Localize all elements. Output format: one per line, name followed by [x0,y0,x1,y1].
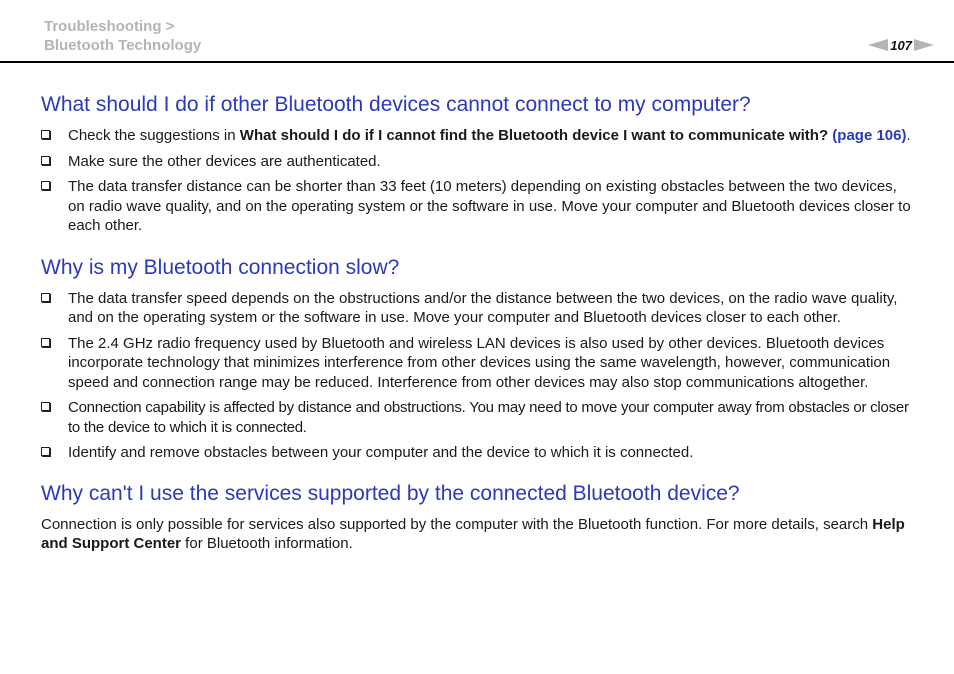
next-page-arrow-icon[interactable] [914,39,934,51]
page-navigator [868,37,934,53]
section-heading-services-unsupported: Why can't I use the services supported by the connected Bluetooth device? [41,481,740,505]
section-heading-devices-cannot-connect: What should I do if other Bluetooth devices cannot connect to my computer? [41,93,751,116]
checklist-devices-cannot-connect [41,126,916,236]
checkbox-bullet-icon [41,402,50,411]
list-item [41,289,916,328]
help-and-support-center-reference: Help and Support Center [41,515,905,552]
checkbox-bullet-icon [41,338,50,347]
checkbox-bullet-icon [41,181,50,190]
main-content [41,92,916,554]
list-item-bold-reference: What should I do if I cannot find the Bluetooth device I want to communicate with? [239,127,829,144]
section-paragraph [41,515,916,554]
list-item [41,334,916,393]
page-header [0,0,954,64]
checkbox-bullet-icon [41,447,50,456]
list-item-text: Make sure the other devices are authenticated. [68,152,381,170]
list-item-text: Identify and remove obstacles between your computer and the device to which it is connected. [68,444,694,461]
list-item [41,177,916,236]
paragraph-text: Connection is only possible for services also supported by the computer with the Bluetooth function. For more details, search [41,515,873,533]
checkbox-bullet-icon [41,130,50,139]
list-item [41,152,916,172]
breadcrumb [44,17,201,55]
paragraph-text: for Bluetooth information. [181,535,353,552]
previous-page-arrow-icon[interactable] [868,39,888,51]
list-item-text: Check the suggestions in [68,127,240,144]
section-heading-connection-slow: Why is my Bluetooth connection slow? [41,255,400,279]
checkbox-bullet-icon [41,156,50,165]
breadcrumb-current: Bluetooth Technology [44,37,202,54]
list-item-text: The 2.4 GHz radio frequency used by Bluetooth and wireless LAN devices is also used by other devices. Bluetooth devices incorporate technology that minimizes interference from other devices using the same wavelength, however, communication speed and connection range may be reduced. Interference from other devices may also stop communications altogether. [68,334,891,391]
list-item-text: . [906,127,911,144]
page-number: 107 [890,37,912,53]
list-item [41,443,916,463]
checklist-connection-slow [41,289,916,463]
header-divider [0,61,954,63]
list-item [41,126,916,146]
list-item [41,398,916,437]
page-reference-link[interactable]: (page 106) [832,127,907,144]
checkbox-bullet-icon [41,293,50,302]
breadcrumb-parent-link[interactable]: Troubleshooting > [44,18,175,35]
list-item-text: The data transfer speed depends on the obstructions and/or the distance between the two devices, on the radio wave quality, and on the operating system or the software in use. Move your computer and Bluetooth devices closer to each other. [68,289,898,326]
list-item-text: The data transfer distance can be shorter than 33 feet (10 meters) depending on existing obstacles between the two devices, on radio wave quality, and on the operating system or the software in use. Move your computer and Bluetooth devices closer to each other. [68,178,911,234]
list-item-text: Connection capability is affected by distance and obstructions. You may need to move your computer away from obstacles or closer to the device to which it is connected. [68,399,909,436]
